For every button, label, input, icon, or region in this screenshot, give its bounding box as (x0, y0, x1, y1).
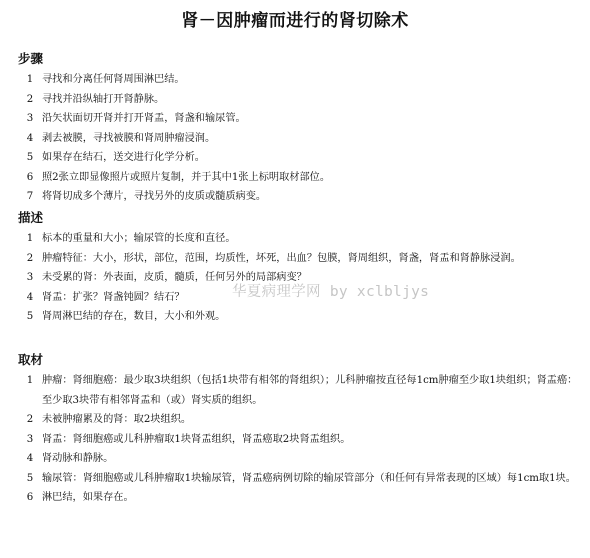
item-text: 肿瘤特征：大小，形状，部位，范围，均质性，坏死，出血？包膜，肾周组织，肾盏，肾盂和肾静脉浸润。 (42, 252, 521, 264)
list-item (18, 90, 582, 110)
item-number: 3 (26, 433, 34, 445)
item-number: 2 (26, 93, 34, 105)
list-item (18, 410, 582, 430)
item-number: 7 (26, 191, 34, 202)
description-list (18, 229, 582, 327)
list-item (18, 488, 582, 508)
section-heading-sampling: 取材 (18, 352, 44, 367)
item-number: 4 (26, 291, 34, 303)
item-text: 肿瘤：肾细胞癌：最少取3块组织（包括1块带有相邻的肾组织）；儿科肿瘤按直径每1cm肿瘤至少取1块组织；肾盂癌：至少取3块带有相邻肾盂和（或）肾实质的组织。 (42, 375, 578, 406)
list-item (18, 430, 582, 450)
list-item (18, 168, 582, 188)
list-item (18, 109, 582, 129)
item-text: 肾盂：扩张？肾盏钝圆？结石？ (42, 291, 185, 303)
list-item (18, 229, 582, 249)
item-number: 1 (26, 74, 34, 85)
list-item (18, 371, 582, 410)
steps-list (18, 70, 582, 207)
list-item (18, 449, 582, 469)
page-title: 肾－因肿瘤而进行的肾切除术 (181, 11, 409, 31)
item-text: 未被肿瘤累及的肾：取2块组织。 (42, 414, 192, 425)
section-description (18, 207, 582, 327)
item-number: 2 (26, 414, 34, 425)
sampling-list (18, 371, 582, 508)
item-text: 肾周淋巴结的存在，数目，大小和外观。 (42, 311, 226, 322)
item-number: 6 (26, 171, 34, 183)
list-item (18, 129, 582, 149)
list-item (18, 187, 582, 207)
list-item (18, 469, 582, 489)
section-sampling (18, 349, 582, 508)
list-item (18, 148, 582, 168)
item-text: 寻找并沿纵轴打开肾静脉。 (42, 93, 165, 105)
item-text: 如果存在结石，送交进行化学分析。 (42, 152, 205, 163)
item-number: 3 (26, 272, 34, 283)
item-text: 照2张立即显像照片或照片复制，并于其中1张上标明取材部位。 (42, 171, 331, 183)
item-text: 肾盂：肾细胞癌或儿科肿瘤取1块肾盂组织，肾盂癌取2块肾盂组织。 (42, 433, 351, 445)
section-heading-steps: 步骤 (18, 51, 44, 66)
item-text: 淋巴结，如果存在。 (42, 492, 134, 503)
item-text: 剥去被膜，寻找被膜和肾周肿瘤浸润。 (42, 132, 216, 144)
item-text: 标本的重量和大小；输尿管的长度和直径。 (42, 233, 236, 244)
item-text: 肾动脉和静脉。 (42, 453, 114, 464)
item-number: 5 (26, 311, 34, 322)
item-number: 5 (26, 152, 34, 163)
list-item (18, 249, 582, 269)
section-steps (18, 48, 582, 207)
list-item (18, 307, 582, 327)
item-number: 2 (26, 252, 34, 264)
item-text: 将肾切成多个薄片，寻找另外的皮质或髓质病变。 (42, 191, 267, 202)
item-text: 未受累的肾：外表面，皮质，髓质，任何另外的局部病变？ (42, 272, 307, 283)
item-text: 沿矢状面切开肾并打开肾盂，肾盏和输尿管。 (42, 113, 246, 124)
item-number: 6 (26, 492, 34, 503)
item-number: 5 (26, 472, 34, 484)
item-number: 1 (26, 233, 34, 244)
item-number: 4 (26, 453, 34, 464)
item-text: 输尿管：肾细胞癌或儿科肿瘤取1块输尿管，肾盂癌病例切除的输尿管部分（和任何有异常表现的区域）每1cm取1块。 (42, 472, 576, 484)
item-number: 4 (26, 132, 34, 144)
list-item (18, 70, 582, 90)
section-heading-description: 描述 (18, 210, 44, 225)
item-number: 1 (26, 375, 34, 386)
watermark: 华夏病理学网 by xclbljys (232, 284, 430, 300)
item-number: 3 (26, 113, 34, 124)
item-text: 寻找和分离任何肾周围淋巴结。 (42, 74, 185, 85)
